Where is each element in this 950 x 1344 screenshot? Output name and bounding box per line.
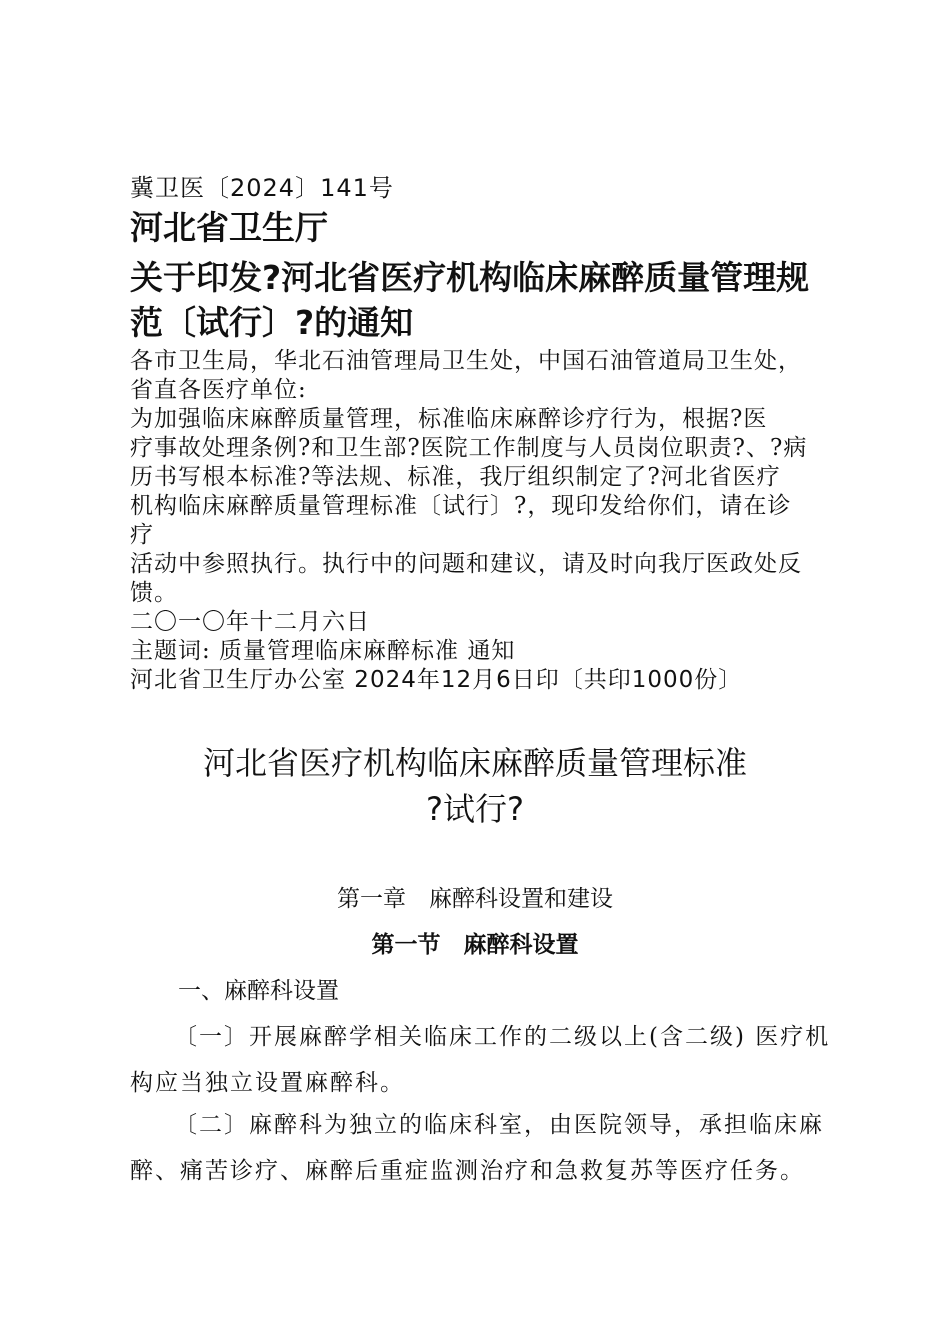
item2-line1: 〔二〕麻醉科为独立的临床科室，由医院领导，承担临床麻 [174, 1112, 824, 1138]
issue-date: 二〇一〇年十二月六日 [130, 609, 370, 635]
standard-title-line1: 河北省医疗机构临床麻醉质量管理标准 [202, 744, 747, 782]
keywords: 主题词: 质量管理临床麻醉标准 通知 [130, 638, 516, 664]
body-line: 活动中参照执行。执行中的问题和建议，请及时向我厅医政处反 [130, 551, 802, 577]
body-line: 机构临床麻醉质量管理标准〔试行〕?，现印发给你们，请在诊 [130, 493, 792, 519]
standard-title-line2: ?试行? [426, 790, 524, 828]
issuer-heading: 河北省卫生厅 [130, 208, 328, 247]
subsection-heading: 一、麻醉科设置 [178, 978, 339, 1004]
notice-title-line2: 范〔试行〕?的通知 [130, 303, 414, 342]
document-number: 冀卫医〔2024〕141号 [130, 174, 394, 202]
chapter-heading: 第一章 麻醉科设置和建设 [337, 886, 613, 912]
item1-line2: 构应当独立设置麻醉科。 [130, 1070, 405, 1096]
section-heading: 第一节 麻醉科设置 [371, 931, 579, 958]
body-line: 馈。 [130, 580, 178, 606]
notice-title-line1: 关于印发?河北省医疗机构临床麻醉质量管理规 [130, 258, 810, 297]
item2-line2: 醉、痛苦诊疗、麻醉后重症监测治疗和急救复苏等医疗任务。 [130, 1158, 805, 1184]
body-line: 疗事故处理条例?和卫生部?医院工作制度与人员岗位职责?、?病 [130, 435, 808, 461]
body-line: 为加强临床麻醉质量管理，标准临床麻醉诊疗行为，根据?医 [130, 406, 768, 432]
body-line: 疗 [130, 522, 154, 548]
item1-line1: 〔一〕开展麻醉学相关临床工作的二级以上(含二级) 医疗机 [174, 1024, 831, 1050]
recipients-line1: 各市卫生局，华北石油管理局卫生处，中国石油管道局卫生处， [130, 348, 802, 374]
body-line: 历书写根本标准?等法规、标准，我厅组织制定了?河北省医疗 [130, 464, 781, 490]
recipients-line2: 省直各医疗单位: [130, 377, 307, 403]
print-info: 河北省卫生厅办公室 2024年12月6日印〔共印1000份〕 [130, 667, 743, 693]
